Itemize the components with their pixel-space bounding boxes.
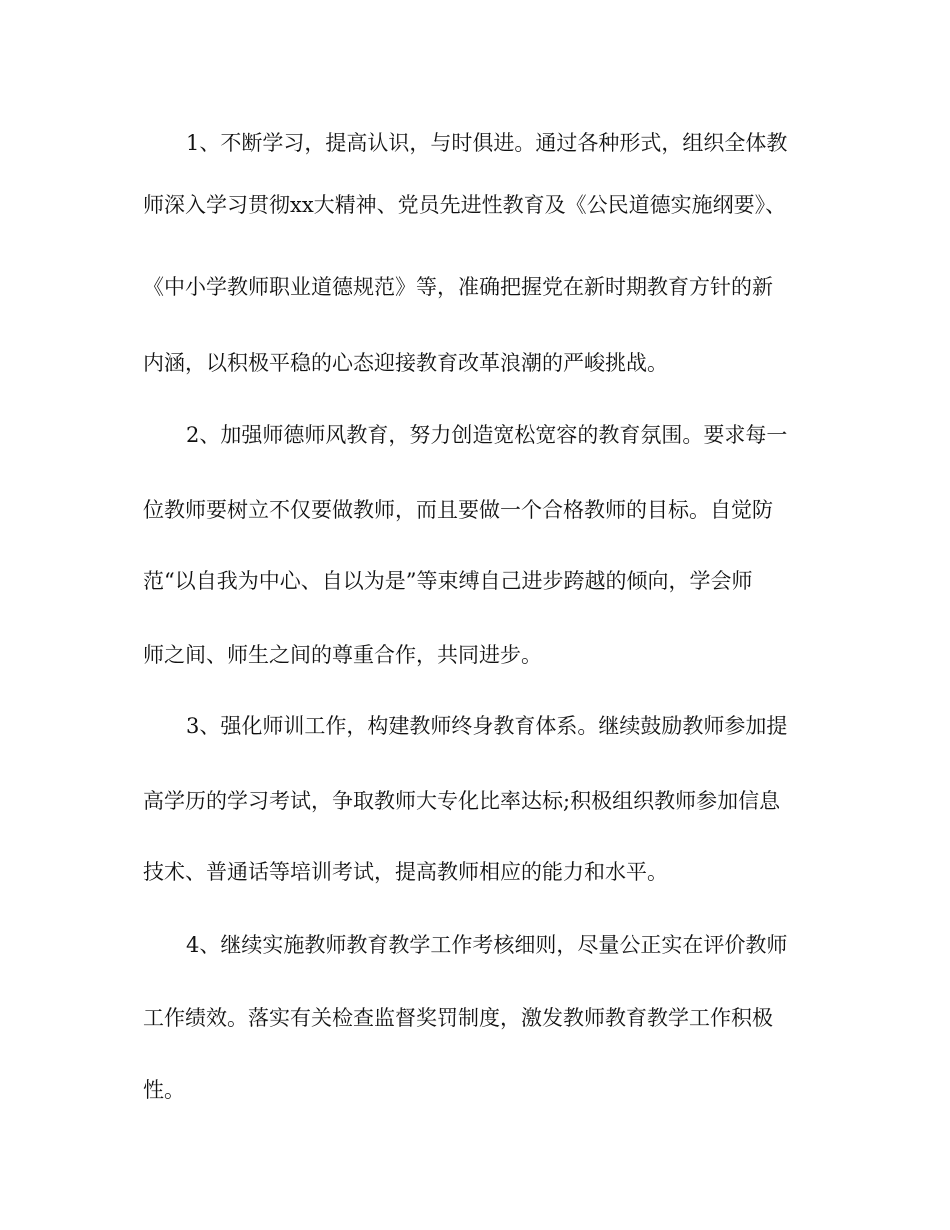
- paragraph-2-line-1: 2、加强师德师风教育，努力创造宽松宽容的教育氛围。要求每一: [186, 423, 788, 447]
- paragraph-1-line-4: 内涵，以积极平稳的心态迎接教育改革浪潮的严峻挑战。: [143, 351, 668, 375]
- paragraph-4-line-1: 4、继续实施教师教育教学工作考核细则，尽量公正实在评价教师: [186, 933, 788, 957]
- paragraph-4-line-2: 工作绩效。落实有关检查监督奖罚制度，激发教师教育教学工作积极: [143, 1006, 773, 1030]
- paragraph-1-line-3: 《中小学教师职业道德规范》等，准确把握党在新时期教育方针的新: [143, 275, 773, 299]
- paragraph-4-line-3: 性。: [143, 1078, 185, 1102]
- paragraph-2-line-2: 位教师要树立不仅要做教师，而且要做一个合格教师的目标。自觉防: [143, 498, 773, 522]
- paragraph-1-line-2: 师深入学习贯彻xx大精神、党员先进性教育及《公民道德实施纲要》、: [143, 193, 787, 217]
- paragraph-3-line-1: 3、强化师训工作，构建教师终身教育体系。继续鼓励教师参加提: [186, 714, 788, 738]
- paragraph-3-line-3: 技术、普通话等培训考试，提高教师相应的能力和水平。: [143, 860, 668, 884]
- paragraph-2-line-3: 范“以自我为中心、自以为是”等束缚自己进步跨越的倾向，学会师: [143, 569, 753, 593]
- paragraph-3-line-2: 高学历的学习考试，争取教师大专化比率达标;积极组织教师参加信息: [143, 789, 781, 813]
- paragraph-1-line-1: 1、不断学习，提高认识，与时俱进。通过各种形式，组织全体教: [186, 131, 788, 155]
- paragraph-2-line-4: 师之间、师生之间的尊重合作，共同进步。: [143, 643, 542, 667]
